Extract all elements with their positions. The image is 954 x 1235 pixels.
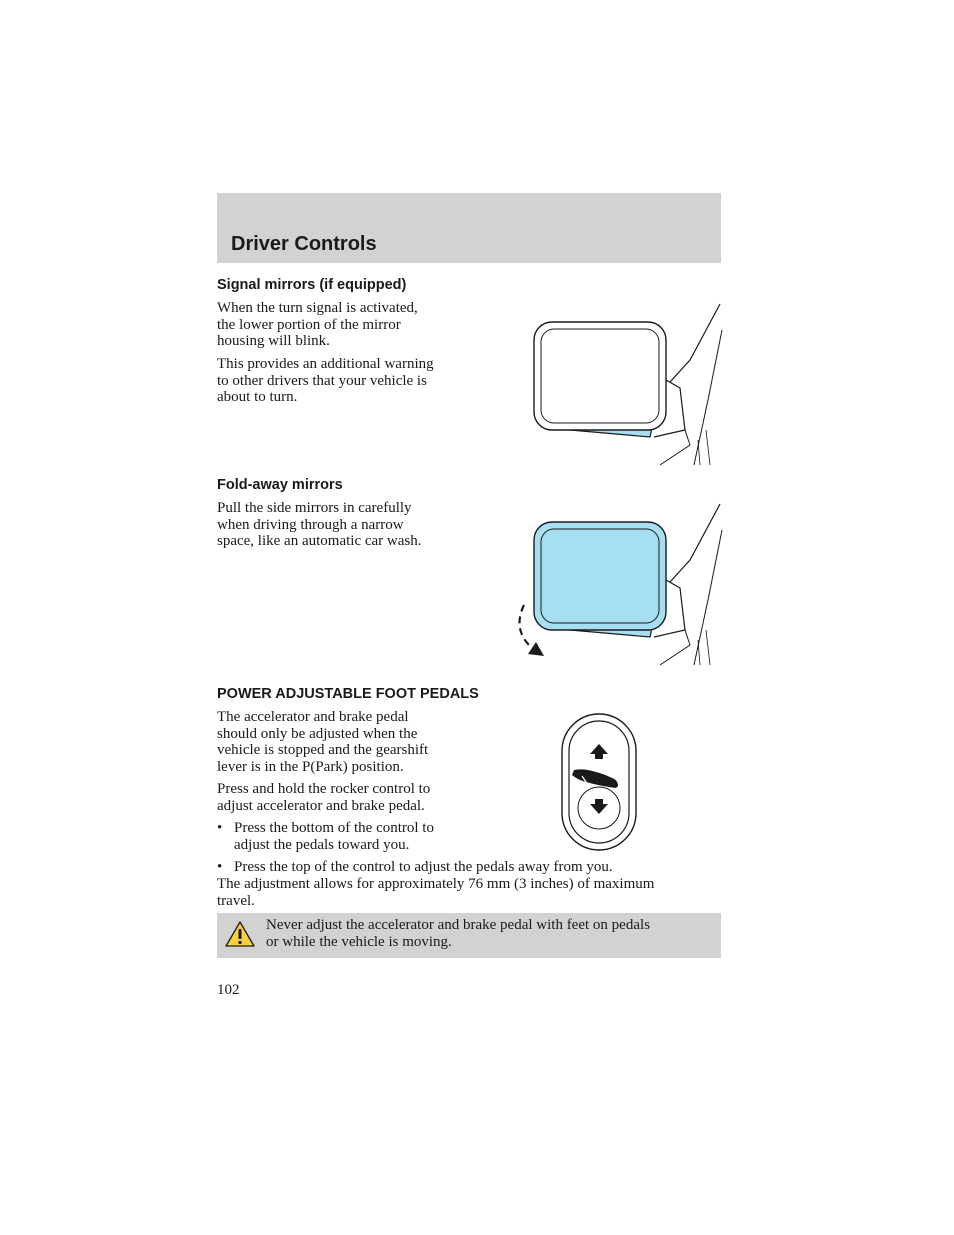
signal-mirrors-paragraph-2 xyxy=(217,356,434,406)
pedals-paragraph-3 xyxy=(217,876,721,909)
fold-away-mirror-illustration xyxy=(510,500,730,670)
bullet-item xyxy=(217,820,487,854)
text-line: about to turn. xyxy=(217,389,298,405)
text-line: travel. xyxy=(217,892,255,909)
warning-triangle-icon xyxy=(225,921,255,947)
page-number: 102 xyxy=(217,982,240,998)
bullet-text xyxy=(234,820,434,853)
text-line: Press and hold the rocker control to xyxy=(217,781,431,797)
pedals-paragraph-1 xyxy=(217,709,428,775)
text-line: the lower portion of the mirror xyxy=(217,316,401,333)
pedals-paragraph-2 xyxy=(217,781,430,814)
text-line: lever is in the P(Park) position. xyxy=(217,758,404,775)
warning-box xyxy=(217,913,721,958)
bullet-text: Press the top of the control to adjust the pedals away from you. xyxy=(234,859,613,875)
text-line: Never adjust the accelerator and brake pedal with feet on pedals xyxy=(266,917,650,933)
text-line: Press the bottom of the control to xyxy=(234,820,434,836)
warning-text xyxy=(266,917,716,950)
section-header-band xyxy=(217,193,721,263)
fold-direction-arrow xyxy=(520,605,533,648)
text-line: When the turn signal is activated, xyxy=(217,300,418,316)
signal-mirror-illustration xyxy=(530,300,730,470)
mirror-glass xyxy=(541,329,659,423)
arrow-head-icon xyxy=(528,642,544,656)
bullet-item xyxy=(217,859,721,876)
signal-mirrors-heading: Signal mirrors (if equipped) xyxy=(217,277,407,293)
text-line: Pull the side mirrors in carefully xyxy=(217,500,412,516)
text-line: adjust the pedals toward you. xyxy=(234,836,410,853)
pedals-heading: POWER ADJUSTABLE FOOT PEDALS xyxy=(217,686,479,702)
text-line: This provides an additional warning xyxy=(217,356,434,372)
text-line: The adjustment allows for approximately 76 mm (3 inches) of maximum xyxy=(217,876,655,892)
text-line: vehicle is stopped and the gearshift xyxy=(217,742,429,758)
text-line: when driving through a narrow xyxy=(217,516,404,533)
mirror-glass xyxy=(541,529,659,623)
bullet-dot: • xyxy=(217,859,223,875)
pedal-rocker-control-illustration xyxy=(560,712,638,852)
section-title: Driver Controls xyxy=(231,233,377,255)
fold-away-heading: Fold-away mirrors xyxy=(217,477,343,493)
fold-away-paragraph xyxy=(217,500,422,550)
text-line: space, like an automatic car wash. xyxy=(217,533,422,549)
text-line: to other drivers that your vehicle is xyxy=(217,372,427,389)
text-line: adjust accelerator and brake pedal. xyxy=(217,797,425,814)
signal-mirrors-paragraph-1 xyxy=(217,300,418,350)
bullet-dot: • xyxy=(217,820,223,836)
text-line: should only be adjusted when the xyxy=(217,725,418,742)
text-line: housing will blink. xyxy=(217,333,330,349)
text-line: The accelerator and brake pedal xyxy=(217,709,409,725)
text-line: or while the vehicle is moving. xyxy=(266,933,452,950)
